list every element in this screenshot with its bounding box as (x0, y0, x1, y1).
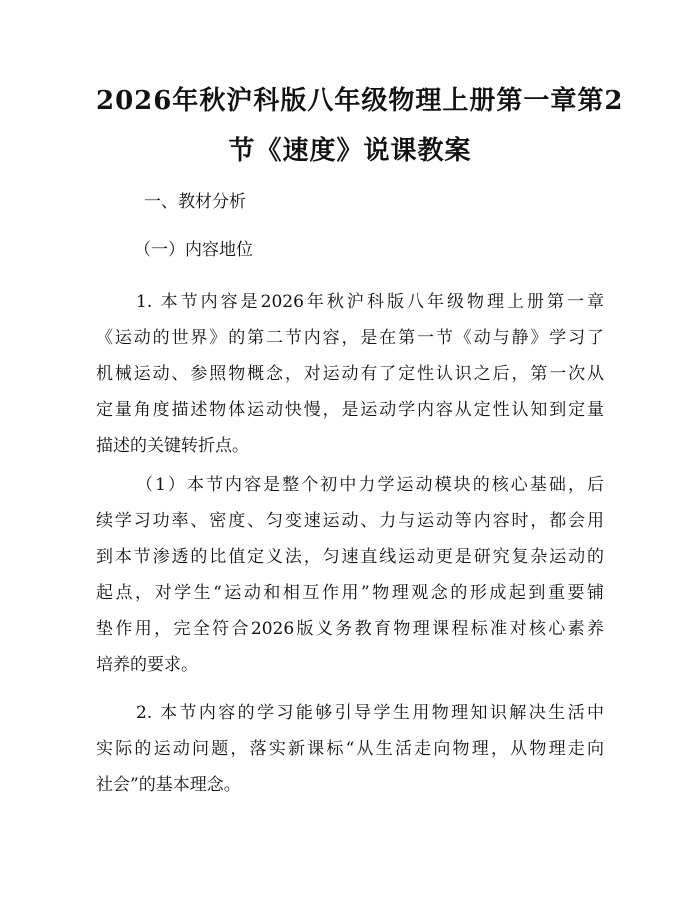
paragraph-2-line: 续学习功率、密度、匀变速运动、力与运动等内容时，都会用 (96, 511, 604, 531)
paragraph-1-line: 定量角度描述物体运动快慢，是运动学内容从定性认知到定量 (96, 400, 604, 420)
paragraph-2-line: 培养的要求。 (96, 655, 198, 675)
document-title-line-1: 2026年秋沪科版八年级物理上册第一章第2 (96, 86, 624, 116)
paragraph-2-line: （1）本节内容是整个初中力学运动模块的核心基础，后 (136, 475, 604, 495)
paragraph-2-line: 垫作用，完全符合2026版义务教育物理课程标准对核心素养 (96, 619, 604, 639)
paragraph-1-line: 机械运动、参照物概念，对运动有了定性认识之后，第一次从 (96, 364, 604, 384)
paragraph-1-line: 1. 本节内容是2026年秋沪科版八年级物理上册第一章 (136, 292, 604, 312)
section-heading-teaching-material-analysis: 一、教材分析 (144, 192, 246, 212)
paragraph-3 (96, 695, 604, 803)
paragraph-2-line: 到本节渗透的比值定义法，匀速直线运动更是研究复杂运动的 (96, 547, 604, 567)
paragraph-1-line: 《运动的世界》的第二节内容，是在第一节《动与静》学习了 (96, 328, 604, 348)
subsection-heading-content-position: （一）内容地位 (134, 240, 253, 260)
paragraph-1-line: 描述的关键转折点。 (96, 436, 249, 456)
paragraph-3-line: 实际的运动问题，落实新课标“从生活走向物理，从物理走向 (96, 739, 604, 759)
paragraph-1 (96, 284, 604, 464)
paragraph-3-line: 社会”的基本理念。 (96, 775, 241, 795)
paragraph-2 (96, 467, 604, 683)
paragraph-2-line: 起点，对学生“运动和相互作用”物理观念的形成起到重要铺 (96, 583, 604, 603)
document-title-line-2: 节《速度》说课教案 (228, 136, 472, 166)
paragraph-3-line: 2. 本节内容的学习能够引导学生用物理知识解决生活中 (136, 703, 604, 723)
